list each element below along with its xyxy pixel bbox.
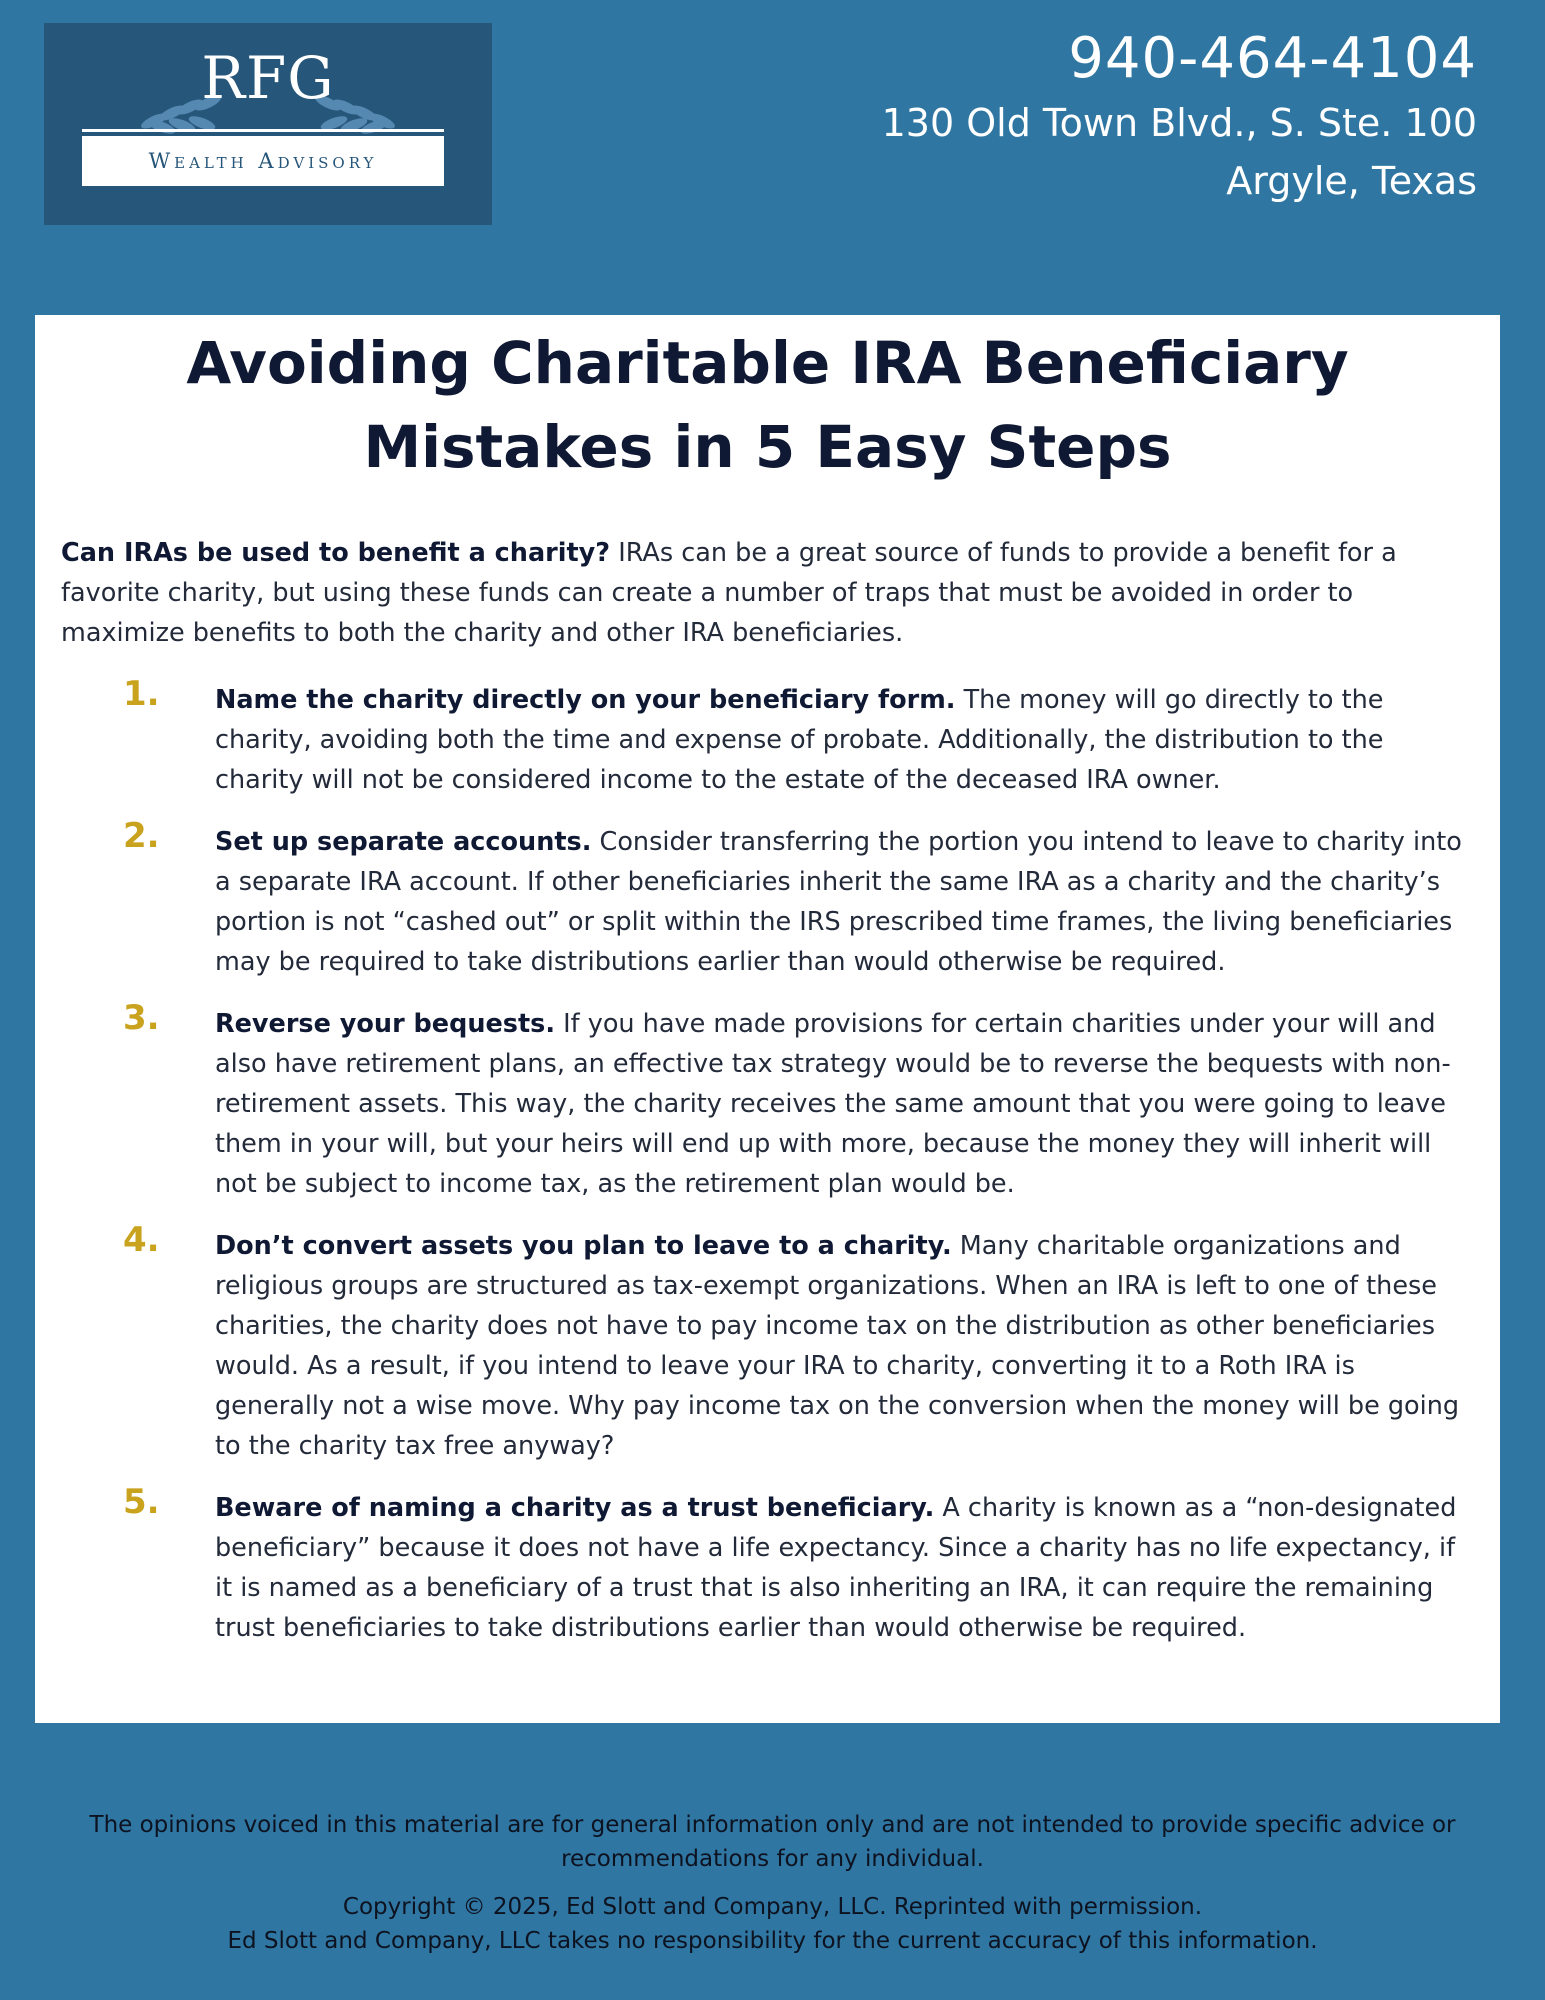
address-line-2: Argyle, Texas [1226, 159, 1477, 203]
step-body: The money will go directly to the charity, avoiding both the time and expense of probate. Additionally, the distribution to the charity will not be considered income to the estate of the deceased IRA owner. [215, 685, 1384, 795]
list-item [35, 1482, 1500, 1648]
list-item [35, 816, 1500, 982]
footer-copyright-1: Copyright © 2025, Ed Slott and Company, LLC. Reprinted with permission. [342, 1894, 1203, 1920]
step-text [215, 1226, 1480, 1466]
intro-paragraph [61, 533, 1481, 653]
phone-number: 940-464-4104 [1068, 26, 1477, 91]
step-number: 1. [123, 674, 160, 714]
footer [30, 1808, 1515, 1958]
list-item [35, 998, 1500, 1204]
intro-lead: Can IRAs be used to benefit a charity? [61, 538, 611, 568]
company-logo [44, 23, 492, 225]
step-number: 2. [123, 816, 160, 856]
step-text [215, 680, 1480, 800]
footer-copyright-2: Ed Slott and Company, LLC takes no responsibility for the current accuracy of this information. [227, 1928, 1318, 1954]
step-lead: Don’t convert assets you plan to leave to a charity. [215, 1231, 952, 1261]
list-item [35, 1220, 1500, 1466]
step-lead: Set up separate accounts. [215, 827, 592, 857]
steps-list [35, 674, 1500, 1648]
step-text [215, 1488, 1480, 1648]
list-item [35, 674, 1500, 800]
step-number: 4. [123, 1220, 160, 1260]
title-line-1: Avoiding Charitable IRA Beneficiary [186, 329, 1349, 397]
title-line-2: Mistakes in 5 Easy Steps [363, 413, 1172, 481]
logo-name: RFG [201, 44, 335, 112]
article-title [35, 321, 1500, 489]
address-line-1: 130 Old Town Blvd., S. Ste. 100 [881, 101, 1477, 145]
footer-disclaimer: The opinions voiced in this material are for general information only and are not intended to provide specific advice or recommendations for any individual. [89, 1812, 1456, 1872]
logo-divider [82, 129, 444, 132]
step-lead: Name the charity directly on your beneficiary form. [215, 685, 956, 715]
article-card [35, 315, 1500, 1723]
step-number: 3. [123, 998, 160, 1038]
step-text [215, 1004, 1480, 1204]
step-body: If you have made provisions for certain charities under your will and also have retirement plans, an effective tax strategy would be to reverse the bequests with non-retirement assets. This way, the charity receives the same amount that you were going to leave them in your will, but your heirs will end up with more, because the money they will inherit will not be subject to income tax, as the retirement plan would be. [215, 1009, 1451, 1199]
intro-body: IRAs can be a great source of funds to provide a benefit for a favorite charity, but using these funds can create a number of traps that must be avoided in order to maximize benefits to both the charity and other IRA beneficiaries. [61, 538, 1397, 648]
step-lead: Reverse your bequests. [215, 1009, 556, 1039]
step-text [215, 822, 1480, 982]
step-body: A charity is known as a “non-designated beneficiary” because it does not have a life expectancy. Since a charity has no life expectancy, if it is named as a beneficiary of a trust that is also inheriting an IRA, it can require the remaining trust beneficiaries to take distributions earlier than would otherwise be required. [215, 1493, 1457, 1643]
step-body: Consider transferring the portion you intend to leave to charity into a separate IRA account. If other beneficiaries inherit the same IRA as a charity and the charity’s portion is not “cashed out” or split within the IRS prescribed time frames, the living beneficiaries may be required to take distributions earlier than would otherwise be required. [215, 827, 1462, 977]
contact-info [717, 24, 1477, 210]
step-number: 5. [123, 1482, 160, 1522]
step-body: Many charitable organizations and religious groups are structured as tax-exempt organizations. When an IRA is left to one of these charities, the charity does not have to pay income tax on the distribution as other beneficiaries would. As a result, if you intend to leave your IRA to charity, converting it to a Roth IRA is generally not a wise move. Why pay income tax on the conversion when the money will be going to the charity tax free anyway? [215, 1231, 1460, 1461]
logo-tagline: Wealth Advisory [82, 136, 444, 186]
step-lead: Beware of naming a charity as a trust beneficiary. [215, 1493, 935, 1523]
